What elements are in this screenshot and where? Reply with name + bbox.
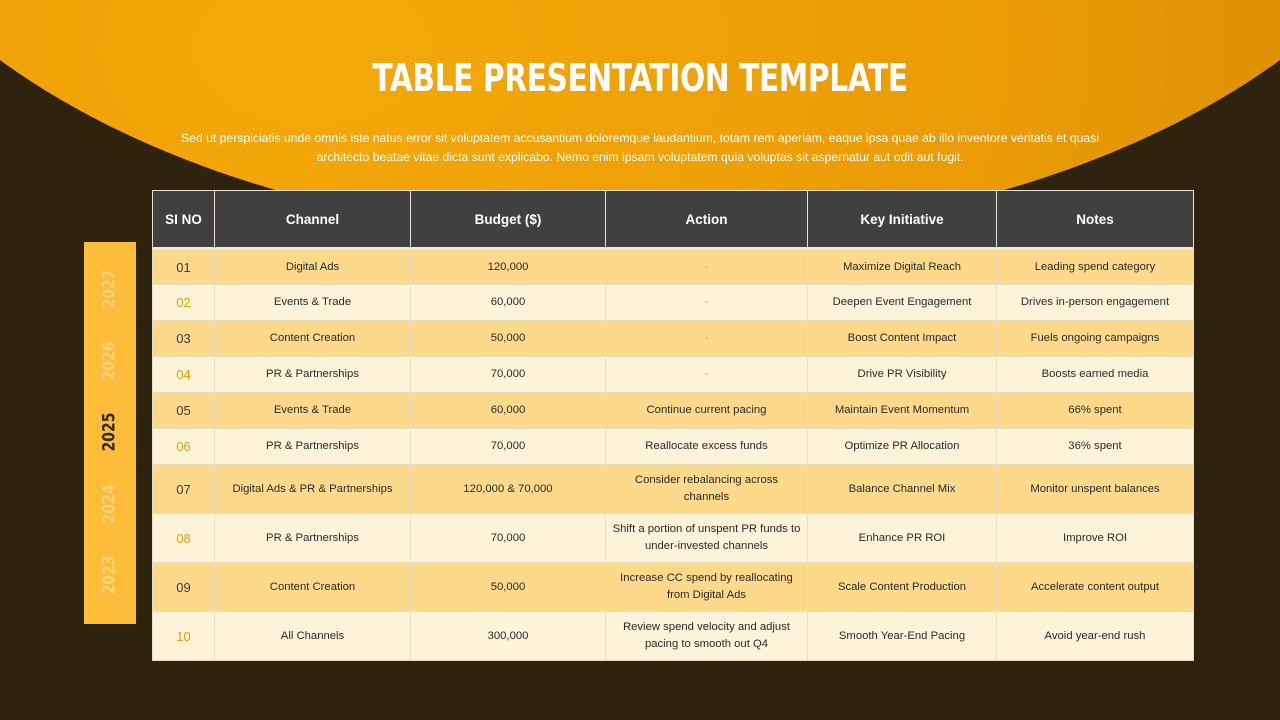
cell-key-initiative: Smooth Year-End Pacing [808,612,997,661]
cell-key-initiative: Maintain Event Momentum [808,393,997,429]
cell-channel: PR & Partnerships [215,514,411,563]
cell-notes: Avoid year-end rush [997,612,1194,661]
cell-key-initiative: Balance Channel Mix [808,465,997,514]
cell-notes: Monitor unspent balances [997,465,1194,514]
cell-budget: 120,000 & 70,000 [411,465,606,514]
column-header-notes: Notes [997,191,1194,249]
cell-action: Consider rebalancing across channels [606,465,808,514]
column-header-key-initiative: Key Initiative [808,191,997,249]
table-row [153,429,1194,465]
column-header-channel: Channel [215,191,411,249]
cell-notes: 36% spent [997,429,1194,465]
cell-si-no: 10 [153,612,215,661]
cell-si-no: 05 [153,393,215,429]
cell-channel: PR & Partnerships [215,357,411,393]
cell-budget: 60,000 [411,393,606,429]
year-2023[interactable] [84,540,136,610]
cell-action: Shift a portion of unspent PR funds to under-invested channels [606,514,808,563]
table-row [153,563,1194,612]
cell-channel: PR & Partnerships [215,429,411,465]
column-header-si-no: SI NO [153,191,215,249]
year-2025-active[interactable] [84,397,136,467]
cell-action: - [606,285,808,321]
table-header-row [153,191,1194,249]
year-2027[interactable] [84,254,136,324]
cell-budget: 60,000 [411,285,606,321]
cell-si-no: 01 [153,249,215,285]
cell-channel: Content Creation [215,563,411,612]
cell-key-initiative: Maximize Digital Reach [808,249,997,285]
cell-channel: Digital Ads [215,249,411,285]
table-row [153,393,1194,429]
cell-key-initiative: Deepen Event Engagement [808,285,997,321]
table-row [153,612,1194,661]
column-header-action: Action [606,191,808,249]
year-label: 2024 [99,484,120,524]
cell-notes: Drives in-person engagement [997,285,1194,321]
cell-key-initiative: Boost Content Impact [808,321,997,357]
cell-action: - [606,321,808,357]
cell-action: Continue current pacing [606,393,808,429]
year-label: 2027 [99,269,120,309]
cell-budget: 120,000 [411,249,606,285]
cell-channel: Content Creation [215,321,411,357]
cell-key-initiative: Drive PR Visibility [808,357,997,393]
table-row [153,321,1194,357]
cell-budget: 70,000 [411,429,606,465]
table-row [153,514,1194,563]
year-2024[interactable] [84,469,136,539]
page-subtitle: Sed ut perspiciatis unde omnis iste natus error sit voluptatem accusantium doloremque laudantium, totam rem aperiam, eaque ipsa quae ab illo inventore veritatis et quasi architecto beatae vitae dicta sunt explicabo. Nemo enim ipsam voluptatem quia voluptas sit aspernatur aut odit aut fugit. [181,131,1099,164]
year-timeline [84,242,136,624]
column-header-budget: Budget ($) [411,191,606,249]
cell-action: Increase CC spend by reallocating from Digital Ads [606,563,808,612]
table-row [153,285,1194,321]
cell-notes: Improve ROI [997,514,1194,563]
cell-notes: 66% spent [997,393,1194,429]
year-label: 2026 [99,341,120,381]
cell-key-initiative: Enhance PR ROI [808,514,997,563]
table-row [153,357,1194,393]
cell-si-no: 07 [153,465,215,514]
budget-table [152,190,1194,661]
year-label: 2023 [99,555,120,595]
cell-budget: 70,000 [411,357,606,393]
cell-budget: 300,000 [411,612,606,661]
page-title: TABLE PRESENTATION TEMPLATE [372,56,908,100]
cell-action: Review spend velocity and adjust pacing to smooth out Q4 [606,612,808,661]
cell-budget: 50,000 [411,321,606,357]
year-2026[interactable] [84,326,136,396]
budget-table-container [152,190,1193,661]
cell-si-no: 03 [153,321,215,357]
cell-budget: 70,000 [411,514,606,563]
cell-notes: Fuels ongoing campaigns [997,321,1194,357]
cell-key-initiative: Optimize PR Allocation [808,429,997,465]
cell-si-no: 06 [153,429,215,465]
cell-si-no: 04 [153,357,215,393]
cell-channel: All Channels [215,612,411,661]
cell-key-initiative: Scale Content Production [808,563,997,612]
cell-action: - [606,249,808,285]
cell-notes: Accelerate content output [997,563,1194,612]
cell-si-no: 09 [153,563,215,612]
cell-channel: Events & Trade [215,393,411,429]
cell-si-no: 08 [153,514,215,563]
cell-channel: Events & Trade [215,285,411,321]
cell-action: - [606,357,808,393]
cell-channel: Digital Ads & PR & Partnerships [215,465,411,514]
table-row [153,249,1194,285]
cell-notes: Leading spend category [997,249,1194,285]
table-row [153,465,1194,514]
cell-notes: Boosts earned media [997,357,1194,393]
cell-budget: 50,000 [411,563,606,612]
cell-si-no: 02 [153,285,215,321]
year-label: 2025 [99,412,120,452]
cell-action: Reallocate excess funds [606,429,808,465]
